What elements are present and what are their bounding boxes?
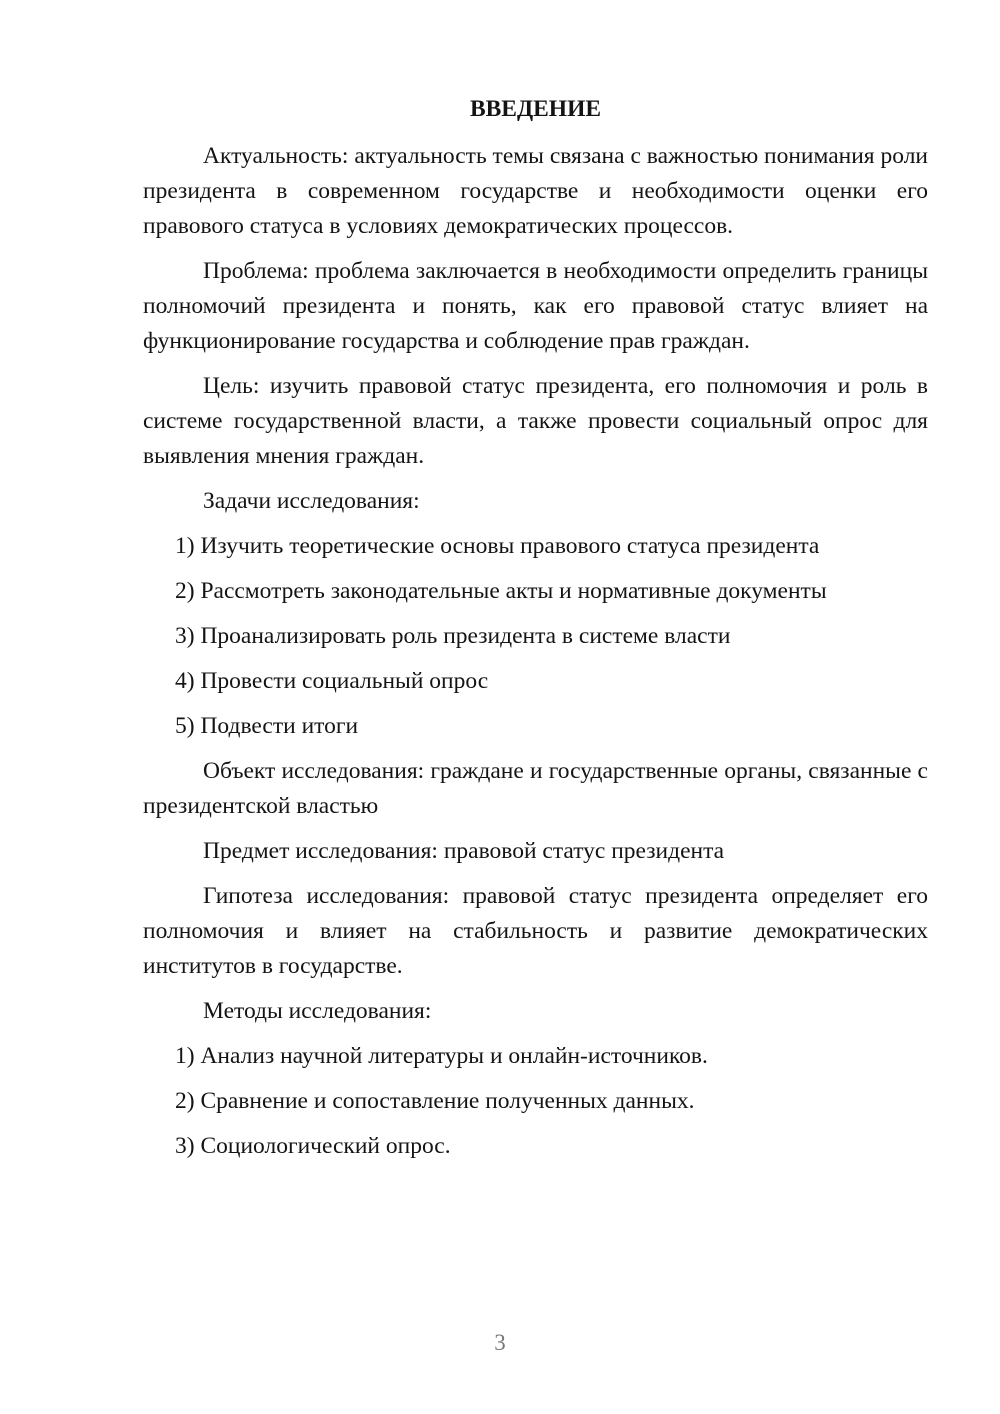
subject-paragraph: Предмет исследования: правовой статус президента: [203, 838, 725, 864]
page-number: 3: [494, 1330, 506, 1355]
list-item: 3) Социологический опрос.: [175, 1133, 451, 1159]
relevance-paragraph: Актуальность: актуальность темы связана с важностью понимания роли президента в современном государстве и необходимости оценки его правового статуса в условиях демократических процессов.: [143, 143, 928, 239]
list-item: 1) Изучить теоретические основы правового статуса президента: [175, 533, 820, 559]
list-item: 4) Провести социальный опрос: [175, 668, 489, 694]
list-item: 2) Рассмотреть законодательные акты и нормативные документы: [175, 578, 827, 604]
methods-list: [143, 1039, 928, 1164]
goal-paragraph: Цель: изучить правовой статус президента, его полномочия и роль в системе государственной власти, а также провести социальный опрос для выявления мнения граждан.: [143, 373, 928, 469]
object-paragraph: Объект исследования: граждане и государственные органы, связанные с президентской властью: [143, 758, 928, 819]
section-heading: ВВЕДЕНИЕ: [469, 96, 602, 122]
list-item: 3) Проанализировать роль президента в системе власти: [175, 623, 731, 649]
hypothesis-paragraph: Гипотеза исследования: правовой статус президента определяет его полномочия и влияет на стабильность и развитие демократических институтов в государстве.: [143, 883, 928, 979]
methods-title: Методы исследования:: [203, 998, 432, 1024]
list-item: 1) Анализ научной литературы и онлайн-источников.: [175, 1043, 708, 1069]
list-item: 2) Сравнение и сопоставление полученных данных.: [175, 1088, 695, 1114]
tasks-list: [143, 529, 928, 744]
list-item: 5) Подвести итоги: [175, 713, 359, 739]
document-page: [143, 92, 928, 1174]
tasks-title: Задачи исследования:: [203, 488, 420, 514]
problem-paragraph: Проблема: проблема заключается в необходимости определить границы полномочий президента и понять, как его правовой статус влияет на функционирование государства и соблюдение прав граждан.: [143, 258, 928, 354]
